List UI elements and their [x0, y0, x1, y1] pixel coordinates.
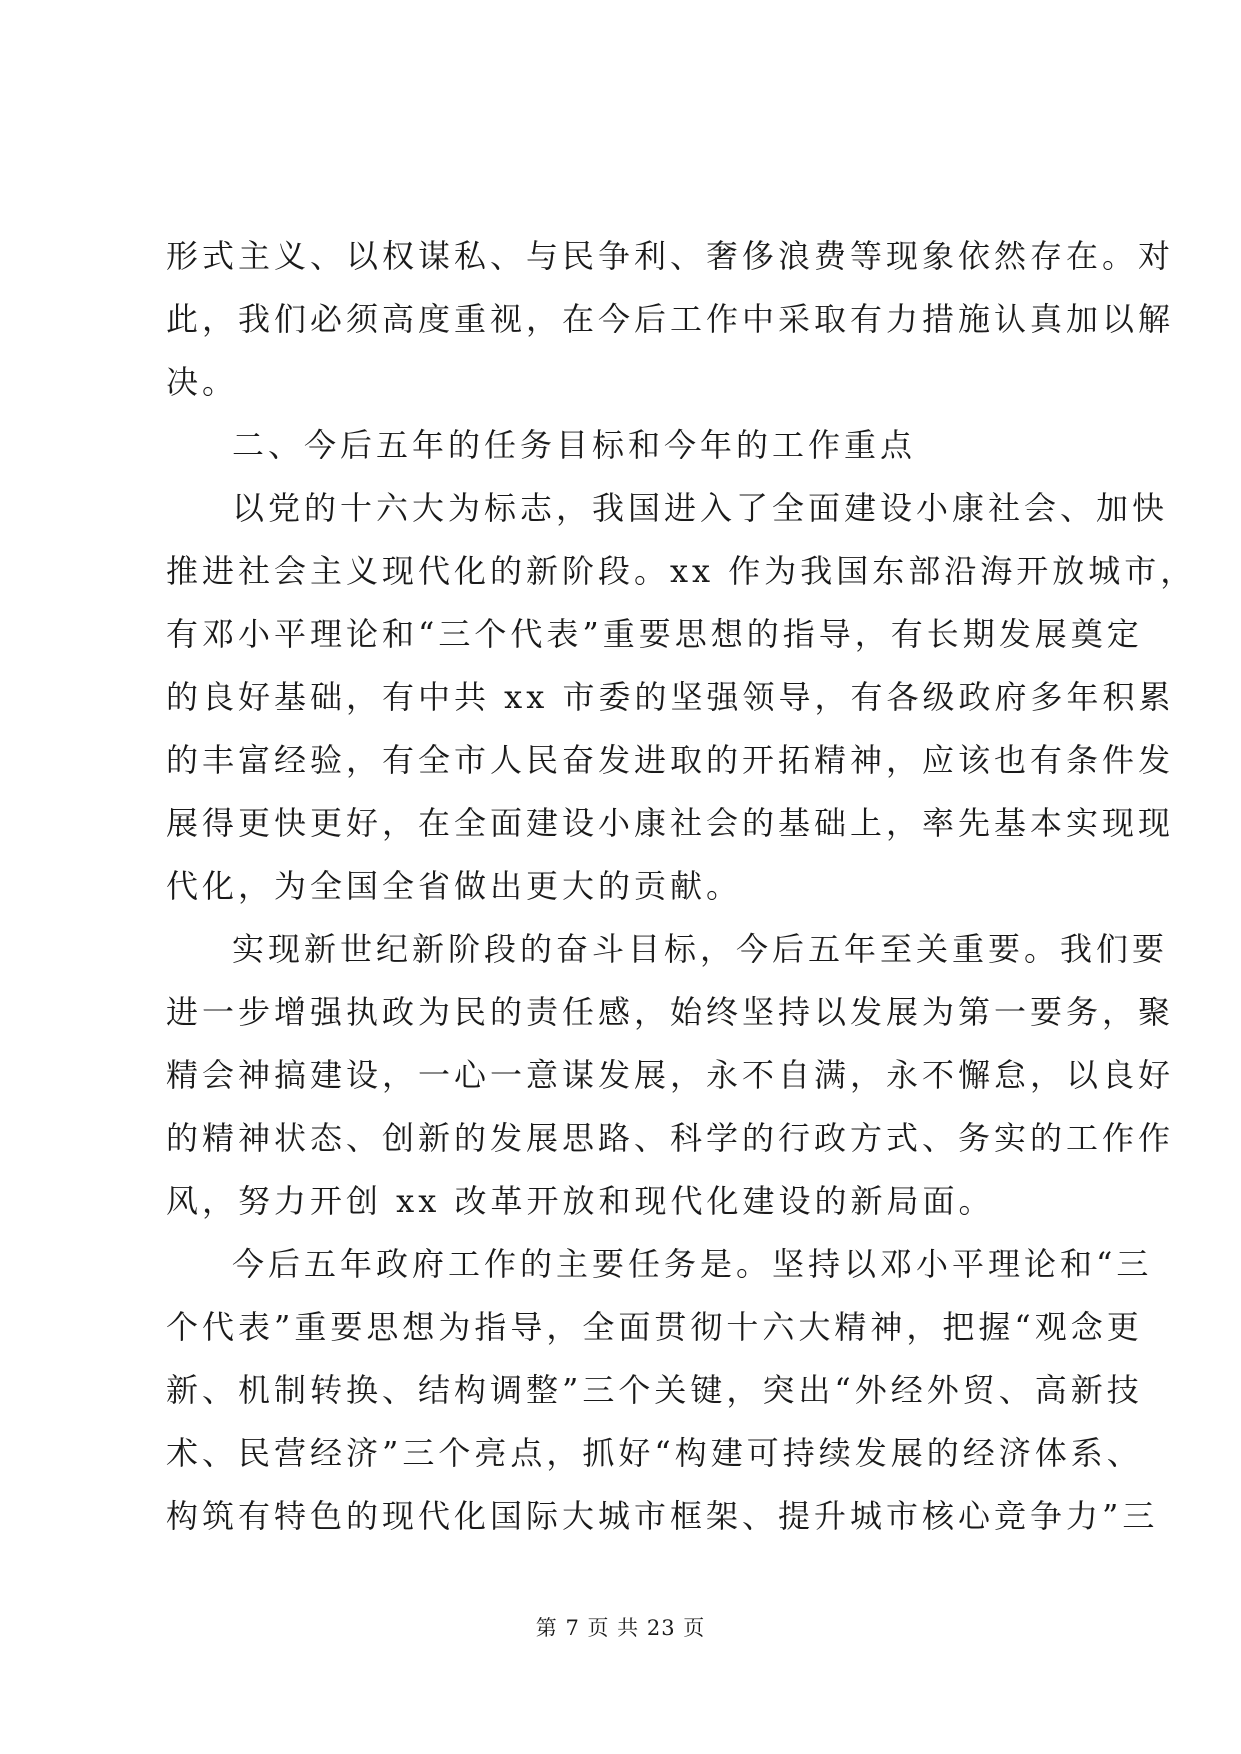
text-line: 新、机制转换、结构调整”三个关键，突出“外经外贸、高新技 [166, 1371, 1143, 1409]
text-line: 有邓小平理论和“三个代表”重要思想的指导，有长期发展奠定 [166, 615, 1143, 653]
text-line: 术、民营经济”三个亮点，抓好“构建可持续发展的经济体系、 [166, 1434, 1143, 1472]
text-line: 个代表”重要思想为指导，全面贯彻十六大精神，把握“观念更 [166, 1308, 1143, 1346]
text-line: 推进社会主义现代化的新阶段。xx 作为我国东部沿海开放城市， [166, 552, 1197, 590]
text-line: 此，我们必须高度重视，在今后工作中采取有力措施认真加以解 [166, 300, 1175, 338]
text-line: 决。 [166, 363, 239, 401]
text-line: 风，努力开创 xx 改革开放和现代化建设的新局面。 [166, 1182, 995, 1220]
text-line: 代化，为全国全省做出更大的贡献。 [166, 867, 743, 905]
text-line: 形式主义、以权谋私、与民争利、奢侈浪费等现象依然存在。对 [166, 237, 1175, 275]
text-line: 的精神状态、创新的发展思路、科学的行政方式、务实的工作作 [166, 1119, 1175, 1157]
text-line: 的丰富经验，有全市人民奋发进取的开拓精神，应该也有条件发 [166, 741, 1175, 779]
text-line: 构筑有特色的现代化国际大城市框架、提升城市核心竞争力”三 [166, 1497, 1159, 1535]
body-text [166, 225, 1197, 1548]
text-line: 精会神搞建设，一心一意谋发展，永不自满，永不懈怠，以良好 [166, 1056, 1175, 1094]
text-line: 进一步增强执政为民的责任感，始终坚持以发展为第一要务，聚 [166, 993, 1175, 1031]
text-line: 的良好基础，有中共 xx 市委的坚强领导，有各级政府多年积累 [166, 678, 1175, 716]
text-line: 展得更快更好，在全面建设小康社会的基础上，率先基本实现现 [166, 804, 1175, 842]
text-line: 以党的十六大为标志，我国进入了全面建设小康社会、加快 [232, 489, 1169, 527]
page-footer: 第 7 页 共 23 页 [535, 1616, 706, 1640]
text-line: 今后五年政府工作的主要任务是。坚持以邓小平理论和“三 [232, 1245, 1153, 1283]
text-line: 二、今后五年的任务目标和今年的工作重点 [232, 426, 917, 464]
text-line: 实现新世纪新阶段的奋斗目标，今后五年至关重要。我们要 [232, 930, 1169, 968]
